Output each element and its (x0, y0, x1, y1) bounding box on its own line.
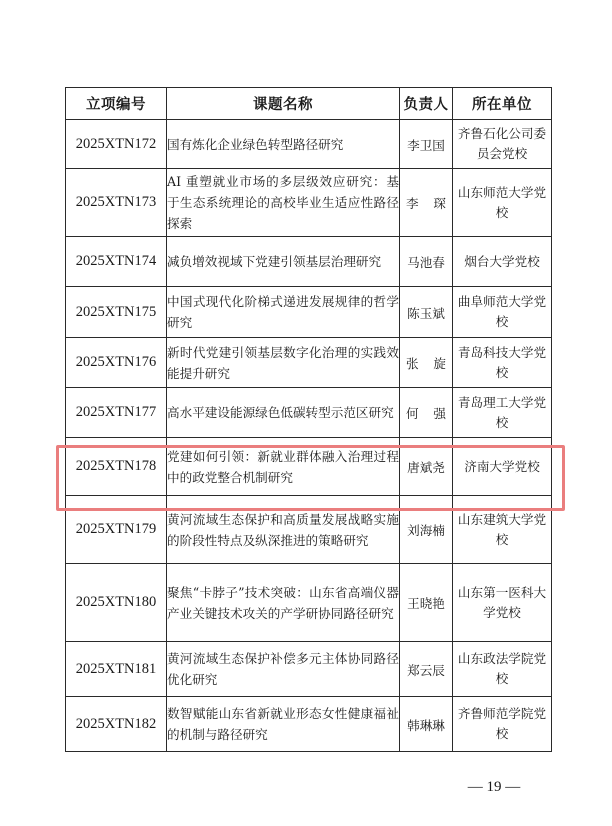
table-row (66, 564, 552, 642)
lead-cell: 何 强 (400, 388, 453, 438)
project-id-cell: 2025XTN174 (66, 237, 167, 287)
unit-cell: 烟台大学党校 (453, 237, 552, 287)
project-title-cell: 高水平建设能源绿色低碳转型示范区研究 (167, 388, 400, 438)
project-title-cell: 黄河流域生态保护和高质量发展战略实施的阶段性特点及纵深推进的策略研究 (167, 496, 400, 564)
project-id-cell: 2025XTN177 (66, 388, 167, 438)
table-row (66, 697, 552, 752)
table-row (66, 496, 552, 564)
header-unit: 所在单位 (453, 88, 552, 120)
lead-cell: 韩琳琳 (400, 697, 453, 752)
unit-cell: 青岛科技大学党校 (453, 338, 552, 388)
lead-cell: 刘海楠 (400, 496, 453, 564)
project-id-cell: 2025XTN173 (66, 169, 167, 237)
table-row (66, 388, 552, 438)
project-title-cell: AI 重塑就业市场的多层级效应研究：基于生态系统理论的高校毕业生适应性路径探索 (167, 169, 400, 237)
unit-cell: 山东师范大学党校 (453, 169, 552, 237)
table-row (66, 287, 552, 338)
header-project-title: 课题名称 (167, 88, 400, 120)
lead-cell: 陈玉斌 (400, 287, 453, 338)
project-title-cell: 黄河流域生态保护补偿多元主体协同路径优化研究 (167, 642, 400, 697)
lead-cell: 马池春 (400, 237, 453, 287)
lead-cell: 李 琛 (400, 169, 453, 237)
unit-cell: 齐鲁石化公司委员会党校 (453, 120, 552, 169)
lead-cell: 唐斌尧 (400, 438, 453, 496)
project-title-cell: 党建如何引领：新就业群体融入治理过程中的政党整合机制研究 (167, 438, 400, 496)
unit-cell: 济南大学党校 (453, 438, 552, 496)
project-title-cell: 新时代党建引领基层数字化治理的实践效能提升研究 (167, 338, 400, 388)
project-id-cell: 2025XTN182 (66, 697, 167, 752)
unit-cell: 山东第一医科大学党校 (453, 564, 552, 642)
project-title-cell: 减负增效视域下党建引领基层治理研究 (167, 237, 400, 287)
project-table (65, 87, 552, 752)
table-row (66, 120, 552, 169)
lead-cell: 李卫国 (400, 120, 453, 169)
unit-cell: 山东建筑大学党校 (453, 496, 552, 564)
project-title-cell: 聚焦“卡脖子”技术突破：山东省高端仪器产业关键技术攻关的产学研协同路径研究 (167, 564, 400, 642)
table-row (66, 237, 552, 287)
project-title-cell: 国有炼化企业绿色转型路径研究 (167, 120, 400, 169)
table-row (66, 338, 552, 388)
project-id-cell: 2025XTN172 (66, 120, 167, 169)
unit-cell: 曲阜师范大学党校 (453, 287, 552, 338)
table-row (66, 642, 552, 697)
unit-cell: 青岛理工大学党校 (453, 388, 552, 438)
project-title-cell: 中国式现代化阶梯式递进发展规律的哲学研究 (167, 287, 400, 338)
lead-cell: 张 旋 (400, 338, 453, 388)
project-id-cell: 2025XTN180 (66, 564, 167, 642)
table-header-row (66, 88, 552, 120)
lead-cell: 郑云辰 (400, 642, 453, 697)
unit-cell: 山东政法学院党校 (453, 642, 552, 697)
table-row-highlighted (66, 438, 552, 496)
header-lead: 负责人 (400, 88, 453, 120)
project-id-cell: 2025XTN179 (66, 496, 167, 564)
table-row (66, 169, 552, 237)
project-id-cell: 2025XTN181 (66, 642, 167, 697)
project-title-cell: 数智赋能山东省新就业形态女性健康福祉的机制与路径研究 (167, 697, 400, 752)
lead-cell: 王晓艳 (400, 564, 453, 642)
unit-cell: 齐鲁师范学院党校 (453, 697, 552, 752)
project-id-cell: 2025XTN176 (66, 338, 167, 388)
page-number: — 19 — (467, 779, 521, 795)
header-project-id: 立项编号 (66, 88, 167, 120)
project-id-cell: 2025XTN178 (66, 438, 167, 496)
project-id-cell: 2025XTN175 (66, 287, 167, 338)
